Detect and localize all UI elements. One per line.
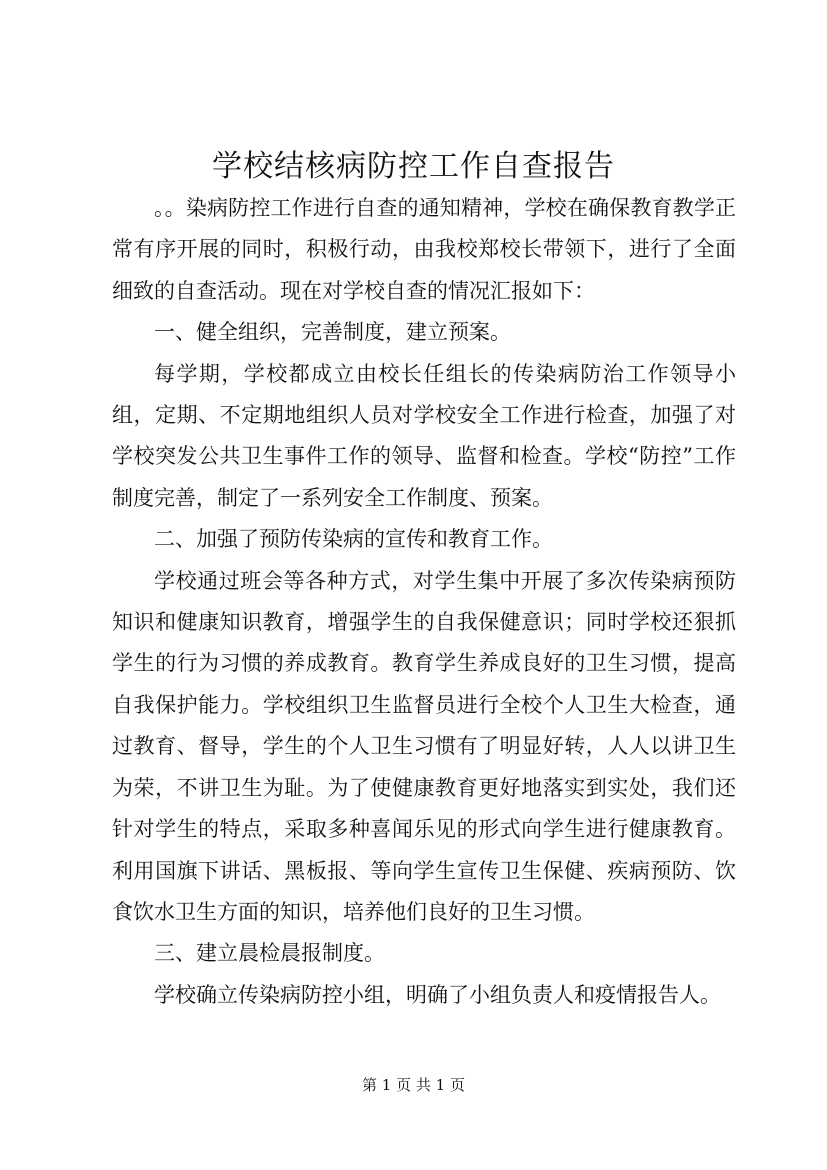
page-number-footer: 第 1 页 共 1 页 (362, 1076, 465, 1094)
document-title: 学校结核病防控工作自查报告 (212, 149, 615, 184)
document-body (112, 188, 736, 1016)
paragraph-section-1: 每学期，学校都成立由校长任组长的传染病防治工作领导小组，定期、不定期地组织人员对学校安全工作进行检查，加强了对学校突发公共卫生事件工作的领导、监督和检查。学校“防控”工作制度完善，制定了一系列安全工作制度、预案。 (112, 361, 736, 510)
paragraph-section-2: 学校通过班会等各种方式，对学生集中开展了多次传染病预防知识和健康知识教育，增强学生的自我保健意识；同时学校还狠抓学生的行为习惯的养成教育。教育学生养成良好的卫生习惯，提高自我保护能力。学校组织卫生监督员进行全校个人卫生大检查，通过教育、督导，学生的个人卫生习惯有了明显好转，人人以讲卫生为荣，不讲卫生为耻。为了使健康教育更好地落实到实处，我们还针对学生的特点，采取多种喜闻乐见的形式向学生进行健康教育。利用国旗下讲话、黑板报、等向学生宣传卫生保健、疾病预防、饮食饮水卫生方面的知识，培养他们良好的卫生习惯。 (112, 568, 736, 924)
paragraph-intro: 。。染病防控工作进行自查的通知精神，学校在确保教育教学正常有序开展的同时，积极行动，由我校郑校长带领下，进行了全面细致的自查活动。现在对学校自查的情况汇报如下： (112, 196, 736, 303)
section-heading-1: 一、健全组织，完善制度，建立预案。 (154, 320, 511, 345)
section-heading-3: 三、建立晨检晨报制度。 (154, 941, 385, 966)
paragraph-section-3: 学校确立传染病防控小组，明确了小组负责人和疫情报告人。 (154, 982, 721, 1007)
section-heading-2: 二、加强了预防传染病的宣传和教育工作。 (154, 527, 553, 552)
